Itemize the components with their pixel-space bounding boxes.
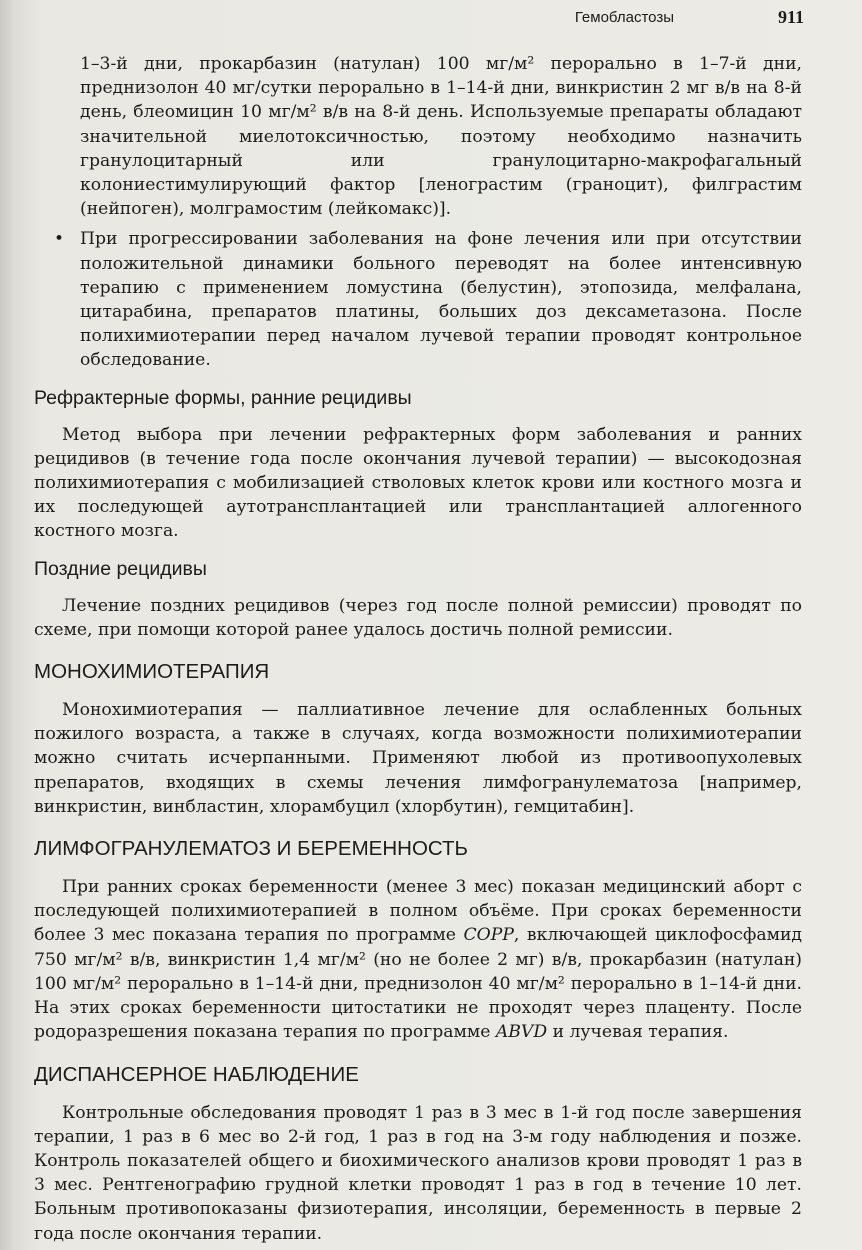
pregnancy-heading: ЛИМФОГРАНУЛЕМАТОЗ И БЕРЕМЕННОСТЬ	[34, 837, 468, 861]
page-number: 911	[777, 6, 804, 27]
refractory-text: Метод выбора при лечении рефрактерных форм заболевания и ранних рецидивов (в течение года после окончания лучевой терапии) — высокодозная полихимиотерапия с мобилизацией стволовых клеток крови или костного мозга и их последующей аутотрансплантацией или трансплантацией аллогенного костного мозга.	[34, 424, 802, 542]
running-title: Гемобластозы	[574, 8, 674, 26]
bullet-item	[34, 227, 802, 372]
refractory-heading: Рефрактерные формы, ранние рецидивы	[34, 386, 412, 409]
monochemo-heading: МОНОХИМИОТЕРАПИЯ	[34, 660, 270, 684]
pregnancy-text-part-2: , включающей циклофосфамид 750 мг/м² в/в, винкристин 1,4 мг/м² (но не более 2 мг) в/в, прокарбазин (натулан) 100 мг/м² перорально в 1–14-й дни, преднизолон 40 мг/м² перорально в 1–14-й дни. На этих сроках беременности цитостатики не проходят через плаценту. После родоразрешения показана терапия по программе	[34, 925, 802, 1043]
regimen-copp: COPP	[463, 925, 514, 946]
pregnancy-text-part-1: При ранних сроках беременности (менее 3 мес) показан медицинский аборт с последующей полихимиотерапией в полном объёме. При сроках беременности более 3 мес показана терапия по программе	[34, 877, 802, 946]
late-relapse-heading: Поздние рецидивы	[34, 557, 207, 580]
page-header	[20, 4, 804, 30]
late-relapse-text: Лечение поздних рецидивов (через год после полной ремиссии) проводят по схеме, при помощи которой ранее удалось достичь полной ремиссии.	[34, 595, 802, 640]
bullet-icon: •	[53, 229, 64, 250]
pregnancy-text	[34, 875, 802, 1044]
bullet-text: При прогрессировании заболевания на фоне лечения или при отсутствии положительной динамики больного переводят на более интенсивную терапию с применением ломустина (белустин), этопозида, мелфалана, цитарабина, препаратов платины, больших доз дексаметазона. После полихимиотерапии перед началом лучевой терапии проводят контрольное обследование.	[80, 229, 802, 371]
followup-heading: ДИСПАНСЕРНОЕ НАБЛЮДЕНИЕ	[34, 1062, 359, 1086]
pregnancy-text-part-3: и лучевая терапия.	[547, 1022, 729, 1043]
followup-text: Контрольные обследования проводят 1 раз в 3 мес в 1-й год после завершения терапии, 1 раз в 6 мес во 2-й год, 1 раз в год на 3-м году наблюдения и позже. Контроль показателей общего и биохимического анализов крови проводят 1 раз в 3 мес. Рентгенографию грудной клетки проводят 1 раз в год в течение 10 лет. Больным противопоказаны физиотерапия, инсоляции, беременность в первые 2 года после окончания терапии.	[34, 1102, 802, 1244]
monochemo-text: Монохимиотерапия — паллиативное лечение для ослабленных больных пожилого возраста, а также в случаях, когда возможности полихимиотерапии можно считать исчерпанными. Применяют любой из противоопухолевых препаратов, входящих в схемы лечения лимфогранулематоза [например, винкристин, винбластин, хлорамбуцил (хлорбутин), гемцитабин].	[34, 700, 802, 817]
page-content	[34, 52, 802, 1246]
intro-paragraph: 1–3-й дни, прокарбазин (натулан) 100 мг/м² перорально в 1–7-й дни, преднизолон 40 мг/сутки перорально в 1–14-й дни, винкристин 2 мг в/в на 8-й день, блеомицин 10 мг/м² в/в на 8-й день. Используемые препараты обладают значительной миелотоксичностью, поэтому необходимо назначить гранулоцитарный или гранулоцитарно-макрофагальный колониестимулирующий фактор [ленограстим (граноцит), филграстим (нейпоген), молграмостим (лейкомакс)].	[80, 54, 802, 220]
regimen-abvd: ABVD	[495, 1022, 548, 1043]
